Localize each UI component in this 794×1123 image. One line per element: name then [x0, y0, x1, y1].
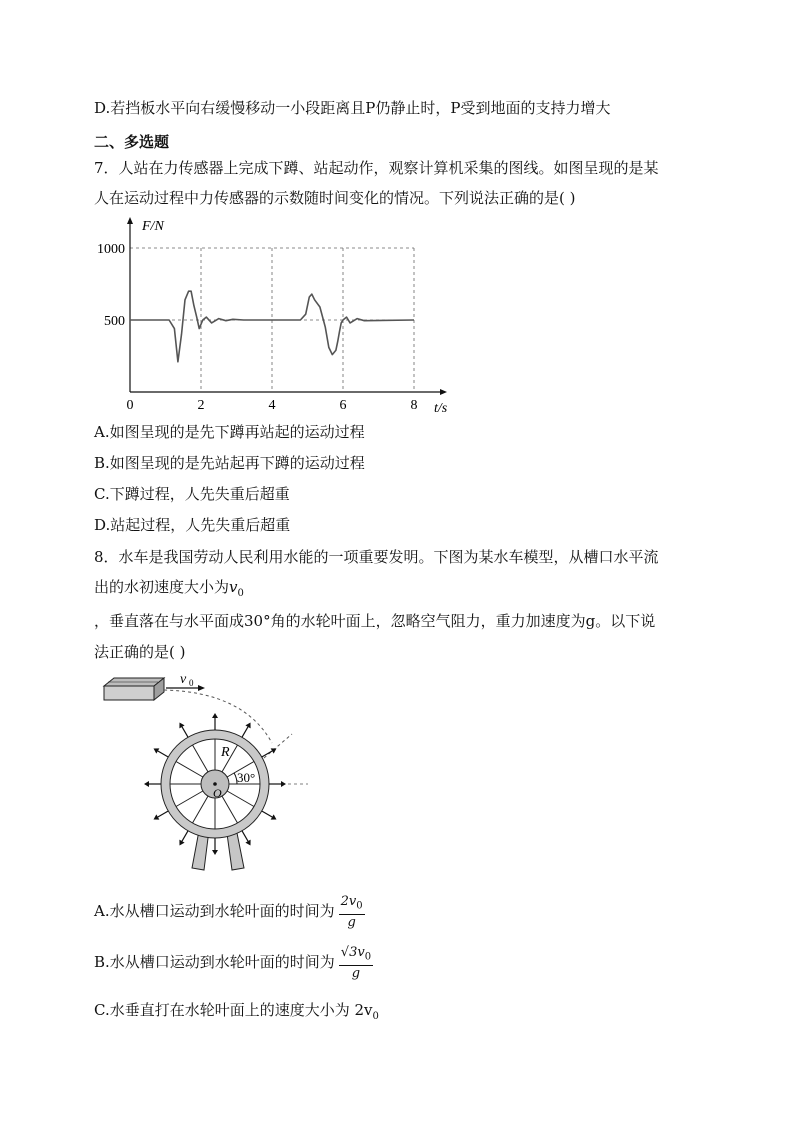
water-wheel [144, 713, 286, 855]
section-title: 二、多选题 [94, 133, 170, 151]
x-tick-label: 4 [268, 398, 276, 413]
q8-option-c: C.水垂直打在水轮叶面上的速度大小为 $2v_0$ [94, 1001, 379, 1022]
blade-arrow-head [212, 850, 218, 855]
velocity-sub: 0 [189, 678, 194, 688]
radius-label: R [221, 745, 230, 760]
blade-arrow-line [242, 831, 248, 841]
q8-option-b: B.水从槽口运动到水轮叶面的时间为 $\frac{√3v_0}{g}$ [94, 945, 372, 981]
y-axis-label: F/N [142, 219, 164, 234]
x-tick-label: 6 [339, 398, 347, 413]
trough [104, 678, 164, 700]
angle-label: 30° [237, 770, 256, 785]
q7-option-d: D.站起过程，人先失重后超重 [94, 516, 291, 534]
blade-arrow-line [242, 727, 248, 737]
water-wheel-diagram [94, 668, 324, 878]
q8-stem-line2: 出的水初速度大小为$v_0$ [94, 578, 244, 599]
q7-option-c: C.下蹲过程，人先失重后超重 [94, 485, 290, 503]
blade-arrow-head [212, 713, 218, 718]
velocity-label: v [180, 672, 187, 687]
q8-stem-line3: ，垂直落在与水平面成30°角的水轮叶面上，忽略空气阻力，重力加速度为g。以下说 [94, 612, 656, 630]
blade-arrow-head [281, 781, 286, 787]
q7-option-b: B.如图呈现的是先站起再下蹲的运动过程 [94, 454, 365, 472]
blade-arrow-line [262, 751, 272, 757]
center-label: O [213, 786, 222, 800]
q7-stem-line2: 人在运动过程中力传感器的示数随时间变化的情况。下列说法正确的是( ) [94, 189, 576, 207]
y-tick-label: 500 [104, 314, 125, 329]
q8-option-a: A.水从槽口运动到水轮叶面的时间为 $\frac{2v_0}{g}$ [94, 894, 363, 930]
blade-arrow-line [182, 727, 188, 737]
blade-arrow-line [182, 831, 188, 841]
tangent-line [264, 734, 292, 758]
blade-arrow-line [158, 751, 168, 757]
y-axis-arrow [127, 217, 133, 224]
velocity-arrow [166, 672, 205, 691]
blade-arrow-line [262, 811, 272, 817]
force-time-chart [94, 212, 464, 417]
blade-arrow-line [158, 811, 168, 817]
q7-option-a: A.如图呈现的是先下蹲再站起的运动过程 [94, 423, 365, 441]
q7-stem-line1: 7．人站在力传感器上完成下蹲、站起动作，观察计算机采集的图线。如图呈现的是某 [94, 159, 659, 177]
x-tick-label: 8 [410, 398, 418, 413]
x-axis-label: t/s [434, 401, 448, 416]
q8-stem-line4: 法正确的是( ) [94, 643, 186, 661]
x-tick-label: 0 [126, 398, 134, 413]
x-axis-arrow [440, 389, 447, 395]
y-tick-label: 1000 [97, 242, 125, 257]
q8-stem-line1: 8．水车是我国劳动人民利用水能的一项重要发明。下图为某水车模型，从槽口水平流 [94, 548, 659, 566]
x-tick-label: 2 [197, 398, 205, 413]
blade-arrow-head [144, 781, 149, 787]
prev-option-d: D.若挡板水平向右缓慢移动一小段距离且P仍静止时，P受到地面的支持力增大 [94, 99, 611, 117]
